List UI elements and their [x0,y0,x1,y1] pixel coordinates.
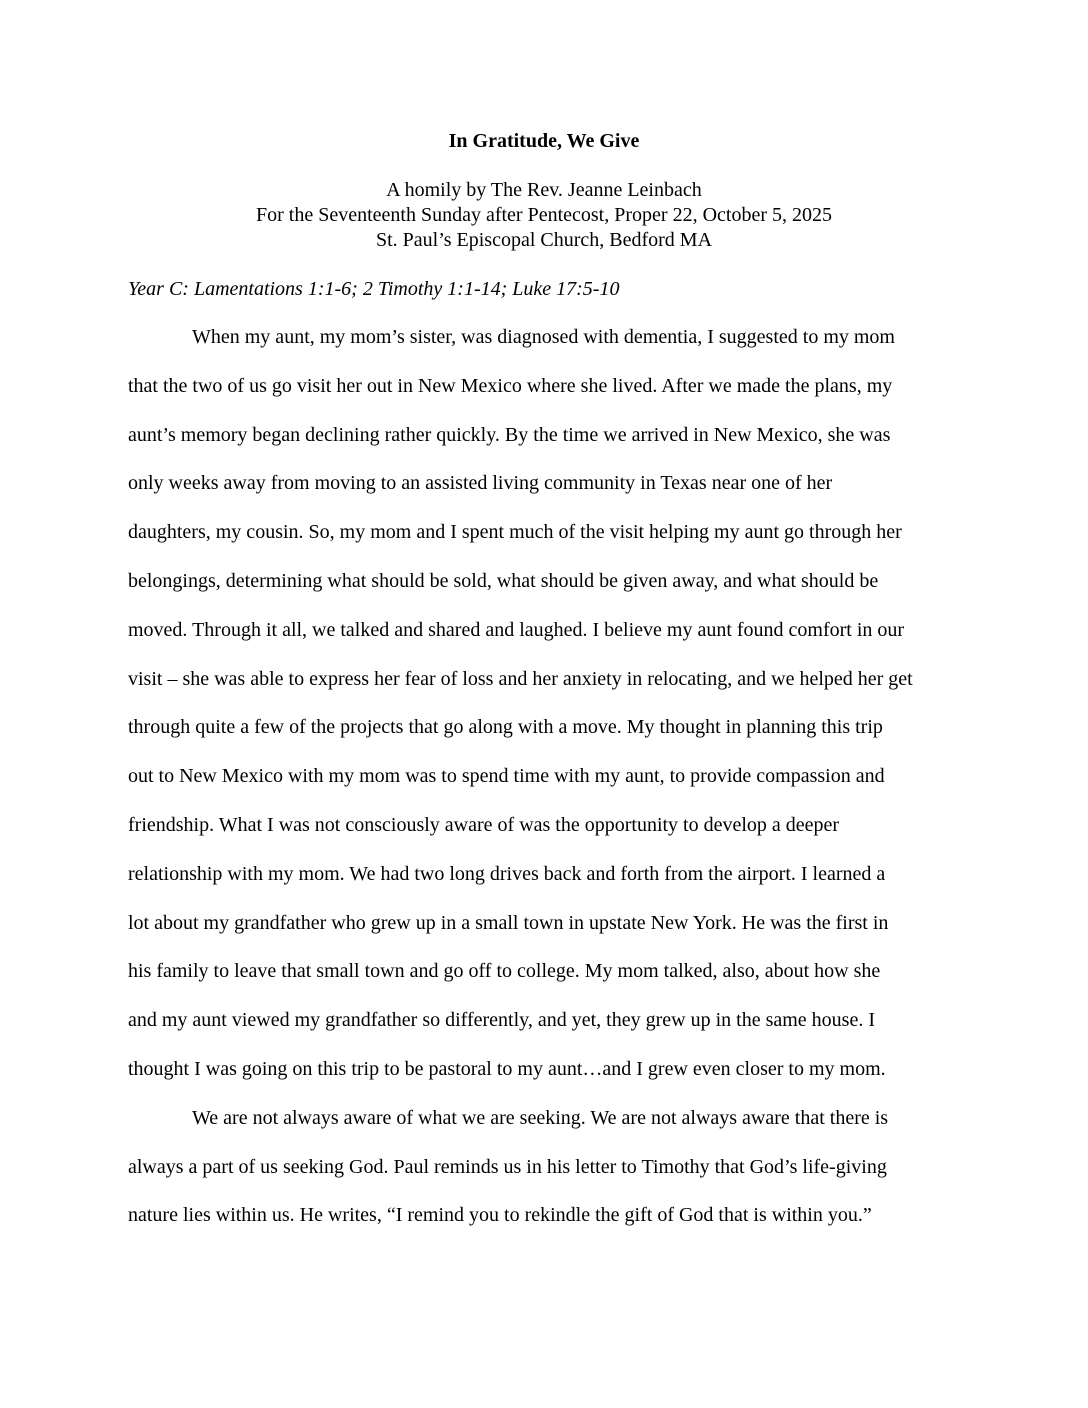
paragraph-line: and my aunt viewed my grandfather so differently, and yet, they grew up in the same house. I [128,1009,876,1032]
byline-church: St. Paul’s Episcopal Church, Bedford MA [375,229,713,251]
document-title: In Gratitude, We Give [448,130,640,152]
paragraph-line: moved. Through it all, we talked and shared and laughed. I believe my aunt found comfort in our [128,618,905,641]
paragraph-line: relationship with my mom. We had two long drives back and forth from the airport. I learned a [128,862,886,885]
paragraph-line: out to New Mexico with my mom was to spend time with my aunt, to provide compassion and [128,765,885,788]
paragraph-line: aunt’s memory began declining rather quickly. By the time we arrived in New Mexico, she was [128,423,891,446]
paragraph-line: visit – she was able to express her fear of loss and her anxiety in relocating, and we helped her get [128,667,913,690]
paragraph-line: his family to leave that small town and go off to college. My mom talked, also, about how she [128,960,881,983]
paragraph-line: that the two of us go visit her out in New Mexico where she lived. After we made the plans, my [128,374,893,397]
paragraph-line: always a part of us seeking God. Paul reminds us in his letter to Timothy that God’s life-giving [128,1155,887,1178]
paragraph-line: thought I was going on this trip to be pastoral to my aunt…and I grew even closer to my mom. [128,1057,886,1080]
paragraph-line: friendship. What I was not consciously aware of was the opportunity to develop a deeper [128,813,840,836]
paragraph-1 [128,324,978,1105]
paragraph-line: We are not always aware of what we are seeking. We are not always aware that there is [192,1106,889,1129]
byline-occasion: For the Seventeenth Sunday after Pentecost, Proper 22, October 5, 2025 [256,204,832,226]
byline-author: A homily by The Rev. Jeanne Leinbach [386,179,702,201]
paragraph-line: only weeks away from moving to an assisted living community in Texas near one of her [128,472,833,495]
homily-body [128,324,978,1251]
byline [0,178,1088,253]
paragraph-line: When my aunt, my mom’s sister, was diagnosed with dementia, I suggested to my mom [192,326,895,348]
scripture-readings: Year C: Lamentations 1:1-6; 2 Timothy 1:1-14; Luke 17:5-10 [128,278,620,300]
paragraph-line: belongings, determining what should be sold, what should be given away, and what should be [128,569,879,592]
paragraph-line: through quite a few of the projects that go along with a move. My thought in planning this trip [128,716,883,739]
paragraph-line: lot about my grandfather who grew up in a small town in upstate New York. He was the first in [128,911,889,934]
paragraph-line: nature lies within us. He writes, “I remind you to rekindle the gift of God that is within you.” [128,1204,872,1227]
paragraph-line: daughters, my cousin. So, my mom and I spent much of the visit helping my aunt go through her [128,521,902,544]
paragraph-2 [128,1105,978,1251]
